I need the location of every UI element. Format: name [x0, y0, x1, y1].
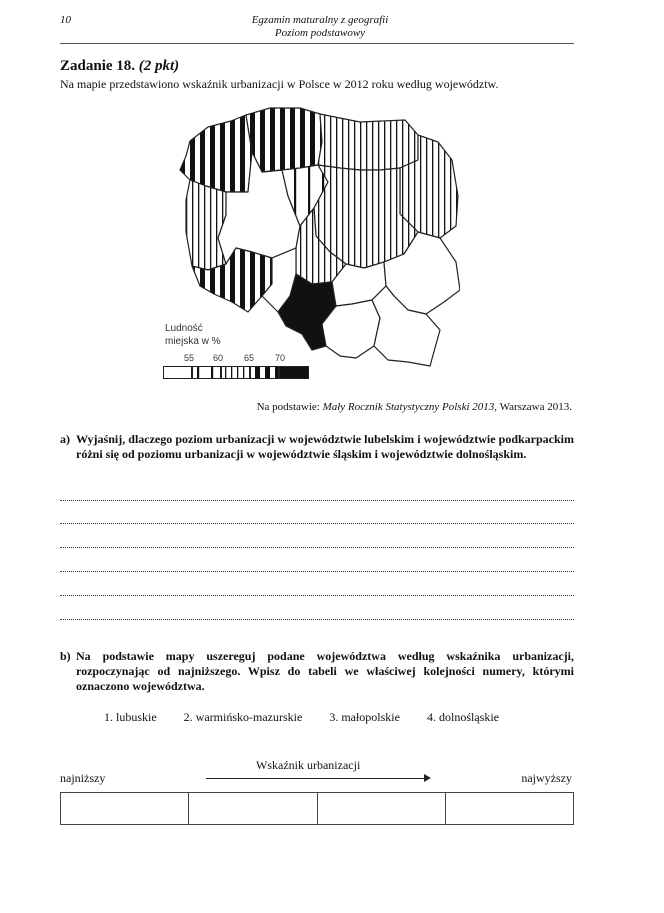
question-a: [60, 432, 574, 462]
source-suffix: , Warszawa 2013.: [494, 401, 572, 413]
legend-tick-60: 60: [213, 353, 224, 363]
exam-title-line2: Poziom podstawowy: [274, 27, 366, 39]
task-intro: Na mapie przedstawiono wskaźnik urbanizacji w Polsce w 2012 roku według województw.: [60, 77, 499, 91]
label-lowest: najniższy: [60, 771, 106, 785]
answer-cell-4[interactable]: [445, 793, 573, 825]
task-title: [60, 58, 179, 75]
answer-table: [60, 792, 574, 825]
question-b-label: b): [60, 649, 71, 663]
legend-tick-70: 70: [275, 353, 286, 363]
answer-line-6[interactable]: [60, 619, 574, 620]
legend-title: [165, 322, 221, 348]
legend-swatch-60-65: [222, 367, 250, 379]
header-divider: [60, 43, 574, 44]
question-b-text: Na podstawie mapy uszereguj podane województwa według wskaźnika urbanizacji, rozpoczynając od najniższego. Wpisz do tabeli we właściwej kolejności numery, którymi oznaczono województwa.: [76, 649, 574, 693]
answer-line-4[interactable]: [60, 571, 574, 572]
legend-swatches: [163, 366, 313, 379]
answer-cell-3[interactable]: [317, 793, 445, 825]
legend-title-line1: Ludność: [165, 323, 203, 334]
legend-swatch-above-70: [280, 367, 309, 379]
task-number: Zadanie 18.: [60, 58, 136, 74]
legend-tick-65: 65: [244, 353, 255, 363]
map-source: [257, 401, 572, 413]
label-highest: najwyższy: [521, 771, 572, 785]
answer-line-1[interactable]: [60, 500, 574, 501]
region-lubuskie: [186, 180, 226, 270]
option-3: 3. małopolskie: [329, 710, 400, 724]
voivodeship-options: [104, 710, 523, 725]
source-title: Mały Rocznik Statystyczny Polski 2013: [322, 401, 495, 413]
question-b: [60, 649, 574, 694]
question-a-label: a): [60, 432, 70, 446]
table-header: Wskaźnik urbanizacji: [256, 758, 361, 772]
region-warminsko-mazurskie: [318, 114, 418, 170]
exam-title-line1: Egzamin maturalny z geografii: [251, 14, 389, 26]
legend-swatch-55-60: [193, 367, 221, 379]
question-a-text: Wyjaśnij, dlaczego poziom urbanizacji w województwie lubelskim i województwie podkarpackim różni się od poziomu urbanizacji w województwie śląskim i województwie dolnośląskim.: [76, 432, 574, 461]
task-points: (2 pkt): [138, 58, 180, 74]
page-number: 10: [60, 14, 71, 26]
answer-cell-1[interactable]: [61, 793, 189, 825]
option-1: 1. lubuskie: [104, 710, 157, 724]
legend-tick-55: 55: [184, 353, 195, 363]
answer-cell-2[interactable]: [189, 793, 317, 825]
legend-title-line2: miejska w %: [165, 336, 221, 347]
option-4: 4. dolnośląskie: [426, 710, 499, 724]
arrow-head-icon: [424, 774, 431, 782]
answer-line-2[interactable]: [60, 523, 574, 524]
source-prefix: Na podstawie:: [256, 401, 323, 413]
legend-swatch-below-55: [164, 367, 192, 379]
option-2: 2. warmińsko-mazurskie: [183, 710, 303, 724]
exam-title: [230, 14, 410, 40]
legend-swatch-65-70: [251, 367, 279, 379]
direction-arrow: [206, 778, 428, 779]
answer-line-5[interactable]: [60, 595, 574, 596]
answer-line-3[interactable]: [60, 547, 574, 548]
